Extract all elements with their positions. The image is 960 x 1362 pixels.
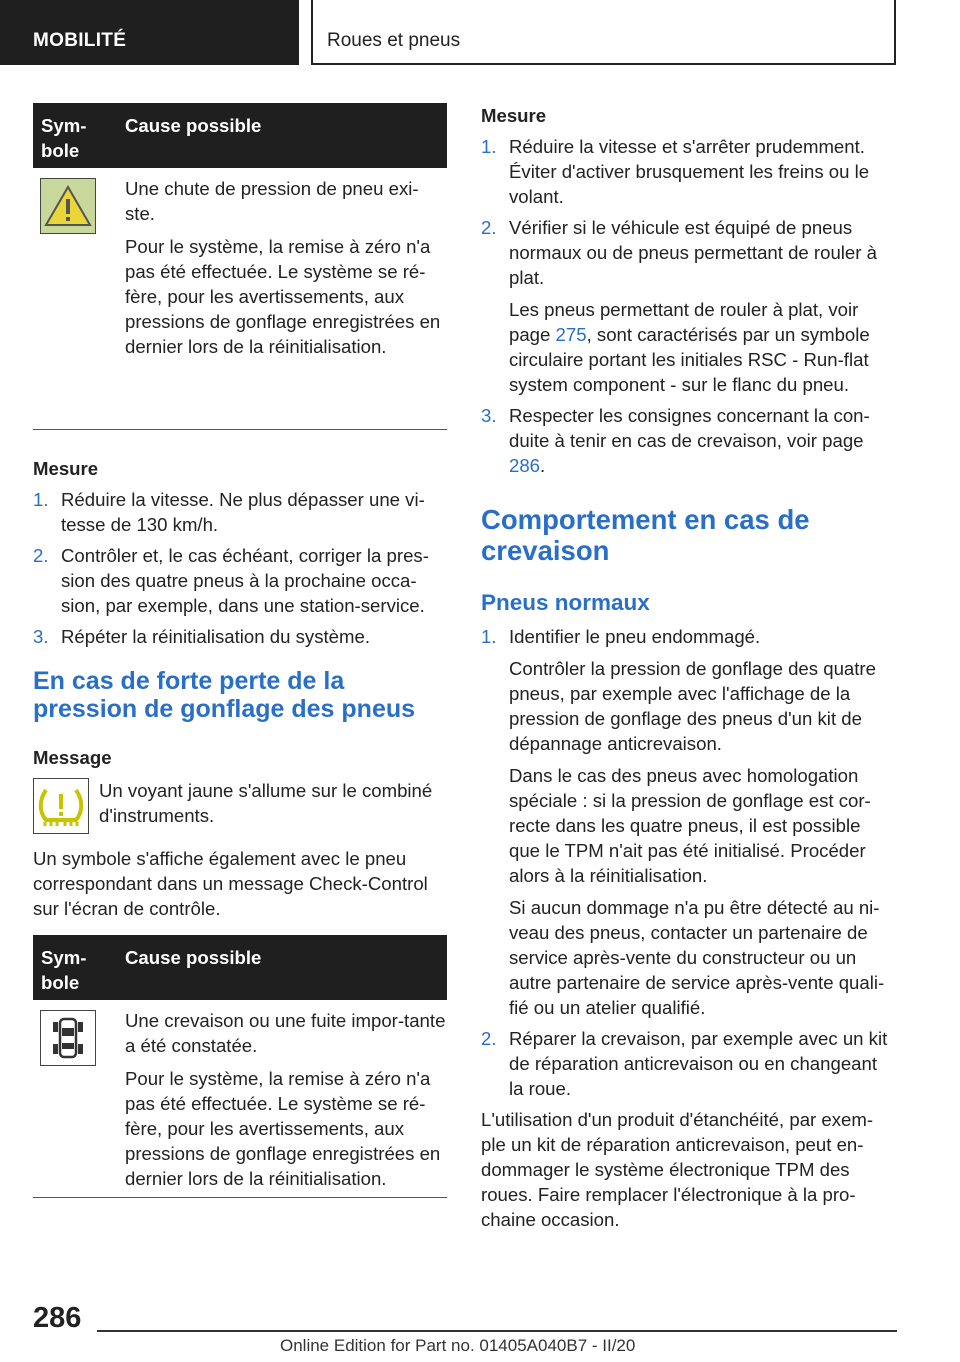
- footer-rule: [97, 1330, 897, 1332]
- table-header-cause: Cause possible: [125, 115, 262, 136]
- cause-text: Une chute de pression de pneu exi-ste.: [125, 178, 419, 224]
- mesure-steps: [33, 487, 447, 649]
- left-column: [33, 103, 447, 1198]
- page-link-286[interactable]: 286: [509, 455, 541, 476]
- repair-steps: [481, 624, 894, 1101]
- warning-triangle-icon: [40, 178, 96, 234]
- table-row: [33, 168, 447, 430]
- section-subheading: En cas de forte perte de la pression de gonflage des pneus: [33, 667, 416, 723]
- list-item: 1. Réduire la vitesse et s'arrêter prudemment. Éviter d'activer brusquement les freins ou le volant.: [481, 136, 870, 207]
- header-section-tab: [0, 0, 299, 65]
- list-item: 3. Respecter les consignes concernant la con-duite à tenir en cas de crevaison, voir page 286.: [481, 405, 870, 476]
- symbol-table-2: [33, 935, 447, 1198]
- paragraph: Un symbole s'affiche également avec le pneu correspondant dans un message Check-Control sur l'écran de contrôle.: [33, 848, 428, 919]
- car-tire-position-icon: [40, 1010, 96, 1066]
- mesure-title: Mesure: [481, 105, 547, 126]
- table-row: [33, 1000, 447, 1198]
- header-chapter-box: [311, 0, 896, 65]
- page-number: 286: [33, 1302, 82, 1334]
- paragraph: L'utilisation d'un produit d'étanchéité, par exem-ple un kit de réparation anticrevaison, peut en-dommager le système électronique TPM des roues. Faire remplacer l'électronique à la pro-chaine occasion.: [481, 1109, 874, 1230]
- section-heading: Comportement en cas de crevaison: [481, 504, 810, 566]
- table-header: [33, 103, 447, 168]
- cause-text: Pour le système, la remise à zéro n'a pas été effectuée. Le système se ré-fère, pour les avertissements, aux pressions de gonflage enregistrées en dernier lors de la réinitialisation.: [125, 236, 441, 357]
- header-section-title: MOBILITÉ: [33, 30, 127, 51]
- symbol-table-1: [33, 103, 447, 430]
- table-header-symbol: Sym- bole: [41, 947, 87, 993]
- table-header: [33, 935, 447, 1000]
- section-subheading: Pneus normaux: [481, 590, 650, 615]
- list-item: 2. Réparer la crevaison, par exemple avec un kit de réparation anticrevaison ou en changeant la roue.: [481, 1028, 888, 1099]
- tire-pressure-warning-icon: [33, 778, 89, 834]
- message-text: Un voyant jaune s'allume sur le combiné d'instruments.: [99, 780, 433, 826]
- table-header-cause: Cause possible: [125, 947, 262, 968]
- list-item: 3. Répéter la réinitialisation du système.: [33, 626, 371, 647]
- right-column: [481, 103, 894, 1232]
- table-header-symbol: Sym- bole: [41, 115, 87, 161]
- cause-text: Pour le système, la remise à zéro n'a pas été effectuée. Le système se ré-fère, pour les avertissements, aux pressions de gonflage enregistrées en dernier lors de la réinitialisation.: [125, 1068, 441, 1189]
- header-chapter-title: Roues et pneus: [327, 30, 461, 51]
- message-title: Message: [33, 747, 112, 768]
- message-block: [33, 778, 447, 834]
- mesure-steps: [481, 134, 894, 478]
- list-item: 2. Vérifier si le véhicule est équipé de pneus normaux ou de pneus permettant de rouler à plat. Les pneus permettant de rouler à plat, voir page 275, sont caractérisés par un symbole circulaire portant les initiales RSC - Run-flat system component - sur le flanc du pneu.: [481, 217, 877, 395]
- page-link-275[interactable]: 275: [555, 324, 587, 345]
- list-item: 1. Réduire la vitesse. Ne plus dépasser une vi-tesse de 130 km/h.: [33, 489, 425, 535]
- cause-text: Une crevaison ou une fuite impor-tante a été constatée.: [125, 1010, 446, 1056]
- mesure-title: Mesure: [33, 458, 99, 479]
- footer-edition: Online Edition for Part no. 01405A040B7 - II/20: [280, 1336, 636, 1355]
- list-item: 1. Identifier le pneu endommagé. Contrôler la pression de gonflage des quatre pneus, par exemple avec l'affichage de la pression de gonflage des pneus d'un kit de dépannage anticrevaison. Dans le cas des pneus avec homologation spéciale : si la pression de gonflage est cor-recte dans les quatre pneus, il est possible que le TPM n'ait pas été initialisé. Procéder alors à la réinitialisation. Si aucun dommage n'a pu être détecté au ni-veau des pneus, contacter un partenaire de service après-vente du constructeur ou un autre partenaire de service après-vente quali-fié ou un atelier qualifié.: [481, 626, 885, 1018]
- list-item: 2. Contrôler et, le cas échéant, corriger la pres-sion des quatre pneus à la prochaine occa-sion, par exemple, dans une station-service.: [33, 545, 429, 616]
